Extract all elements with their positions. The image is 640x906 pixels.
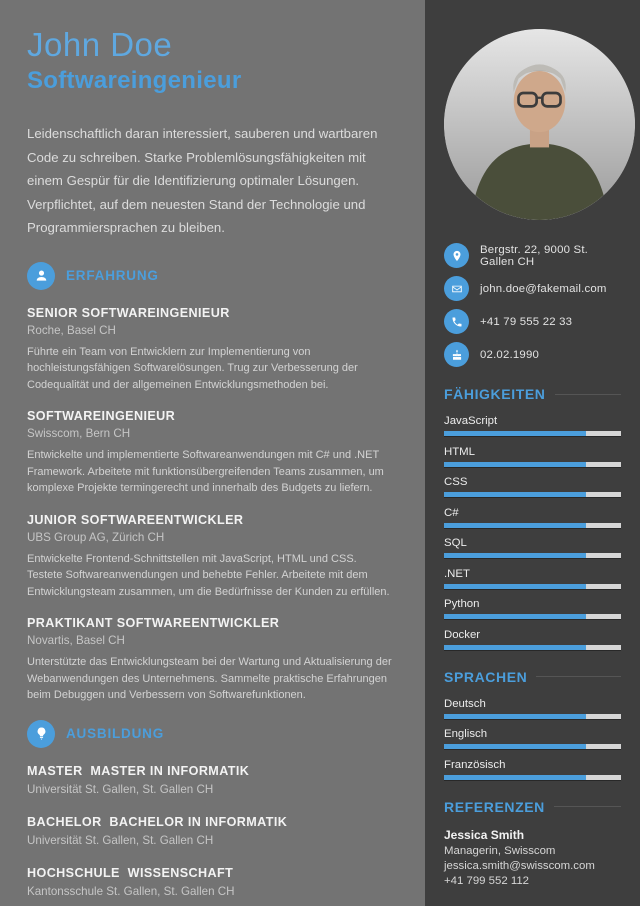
skill-item [444,598,621,619]
school-name: Universität St. Gallen, St. Gallen CH [27,833,214,847]
language-name: Englisch [444,728,488,740]
address-text: Bergstr. 22, 9000 St. Gallen CH [480,243,589,268]
skill-name: .NET [444,567,470,580]
skill-name: SQL [444,537,467,549]
divider [554,806,621,807]
phone-text: +41 79 555 22 33 [480,315,573,328]
language-name: Französisch [444,758,506,771]
skill-name: Docker [444,628,481,641]
reference-name: Jessica Smith [444,827,525,842]
skill-item [444,476,621,497]
job-description: Führte ein Team von Entwicklern zur Implementierung von hochleistungsfähigen Softwarelösungen. Trug zur Verbesserung der Codequalität und der allgemeinen Entwicklungsmethoden bei. [27,345,358,391]
skill-name: JavaScript [444,415,498,427]
skill-bar-fill [444,523,586,528]
person-name: John Doe [27,26,173,63]
job-company: Novartis, Basel CH [27,634,125,647]
contact-phone-row [444,309,621,334]
birthday-cake-icon [444,342,469,367]
language-item [444,759,621,780]
education-item [27,764,395,796]
job-description: Entwickelte und implementierte Softwareanwendungen mit C# und .NET Framework. Arbeitete mit funktionsübergreifenden Teams zusammen, um komplexe Projekte termingerecht und innerhalb des Budgets zu liefern. [27,449,384,494]
skill-bar-fill [444,553,586,558]
skill-bar-fill [444,492,586,497]
reference-role: Managerin, Swisscom [444,844,556,857]
skill-bar [444,645,621,650]
skill-bar-fill [444,431,586,436]
skill-bar [444,492,621,497]
phone-icon [444,309,469,334]
degree-title: MASTER MASTER IN INFORMATIK [27,763,250,778]
job-title: SENIOR SOFTWAREINGENIEUR [27,305,230,320]
skill-name: CSS [444,476,468,488]
skill-item [444,568,621,589]
email-text: john.doe@fakemail.com [480,282,607,295]
person-icon [27,262,55,290]
skill-bar [444,431,621,436]
school-name: Universität St. Gallen, St. Gallen CH [27,782,214,796]
contact-email-row [444,276,621,301]
degree-title: HOCHSCHULE WISSENSCHAFT [27,865,234,880]
skill-item [444,537,621,558]
experience-section-header [27,262,395,290]
skill-name: C# [444,506,459,519]
education-item [27,815,395,847]
job-company: Roche, Basel CH [27,323,116,337]
reference-email: jessica.smith@swisscom.com [444,859,595,872]
languages-section-header [444,669,621,685]
contact-address-row [444,243,621,268]
reference-phone: +41 799 552 112 [444,875,529,888]
reference-item [444,828,621,890]
experience-item [27,513,395,601]
person-job-title: Softwareingenieur [27,67,242,94]
school-name: Kantonsschule St. Gallen, St. Gallen CH [27,884,235,898]
experience-item [27,616,395,704]
skill-name: Python [444,598,480,610]
language-bar-fill [444,775,586,780]
language-bar-fill [444,714,586,719]
profile-photo [444,29,635,220]
skill-bar [444,584,621,589]
references-heading: REFERENZEN [444,798,545,815]
languages-heading: SPRACHEN [444,668,528,685]
job-title: PRAKTIKANT SOFTWAREENTWICKLER [27,616,280,630]
birthday-text: 02.02.1990 [480,348,540,361]
skill-bar-fill [444,584,586,589]
degree-title: BACHELOR BACHELOR IN INFORMATIK [27,814,288,829]
job-company: UBS Group AG, Zürich CH [27,530,165,544]
skills-section-header [444,386,621,402]
language-item [444,698,621,719]
divider [555,394,622,395]
profile-summary: Leidenschaftlich daran interessiert, sauberen und wartbaren Code zu schreiben. Starke Problemlösungsfähigkeiten mit einem Gespür für die Identifizierung optimaler Lösungen. Verpflichtet, auf dem neuesten Stand der Technologie und Programmiersprachen zu bleiben. [27,126,378,235]
skills-heading: FÄHIGKEITEN [444,386,546,402]
education-section-header [27,720,395,748]
sidebar-column [425,0,640,906]
skill-bar-fill [444,462,586,467]
experience-heading: ERFAHRUNG [66,268,159,283]
skill-bar-fill [444,645,586,650]
language-bar [444,775,621,780]
job-description: Entwickelte Frontend-Schnittstellen mit JavaScript, HTML und CSS. Testete Softwareanwendungen und behebte Fehler. Arbeitete mit dem Entwicklungsteam zusammen, um die Bedürfnisse der Kunden zu erfüllen. [27,552,390,598]
skill-item [444,446,621,467]
job-company: Swisscom, Bern CH [27,427,131,440]
skill-name: HTML [444,445,476,458]
contact-info [444,243,621,367]
skill-bar [444,462,621,467]
contact-birthday-row [444,342,621,367]
skill-item [444,415,621,436]
job-title: JUNIOR SOFTWAREENTWICKLER [27,512,244,527]
language-bar [444,714,621,719]
language-bar [444,744,621,749]
skill-item [444,629,621,650]
divider [536,676,621,677]
job-description: Unterstützte das Entwicklungsteam bei der Wartung und Aktualisierung der Webanwendungen des Unternehmens. Sammelte praktische Erfahrungen beim Debuggen und Verbessern von Softwarefunktionen. [27,656,392,701]
lightbulb-icon [27,720,55,748]
language-name: Deutsch [444,697,486,710]
skill-item [444,507,621,528]
education-heading: AUSBILDUNG [66,726,164,741]
experience-item [27,409,395,497]
job-title: SOFTWAREINGENIEUR [27,409,176,423]
education-item [27,866,395,898]
experience-item [27,306,395,394]
language-bar-fill [444,744,586,749]
skill-bar-fill [444,614,586,619]
skill-bar [444,523,621,528]
language-item [444,728,621,749]
email-icon [444,276,469,301]
skill-bar [444,614,621,619]
references-section-header [444,799,621,815]
skill-bar [444,553,621,558]
location-pin-icon [444,243,469,268]
